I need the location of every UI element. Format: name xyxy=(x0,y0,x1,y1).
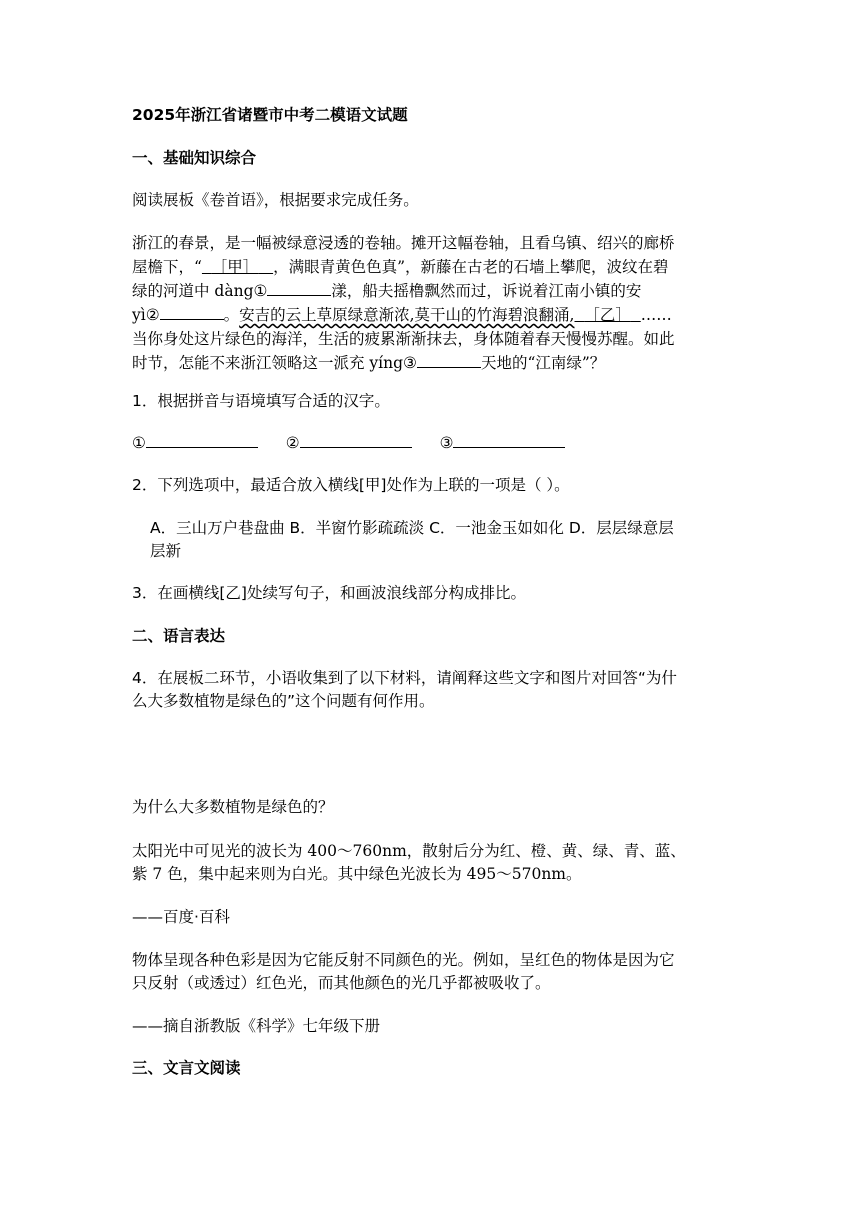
passage-text: 绿的河道中 dàng① xyxy=(132,282,268,300)
question-1: 1．根据拼音与语境填写合适的汉字。 xyxy=(132,392,390,410)
question-2-options-cont: 层新 xyxy=(150,542,182,560)
answer-mark-2: ② xyxy=(285,434,300,452)
passage-text: 。 xyxy=(223,306,240,324)
blank-2[interactable] xyxy=(160,305,224,320)
question-4-cont: 么大多数植物是绿色的”这个问题有何作用。 xyxy=(132,692,435,710)
passage-line: 当你身处这片绿色的海洋，生活的疲累渐渐抹去，身体随着春天慢慢苏醒。如此 xyxy=(132,330,675,348)
answer-blank-2[interactable] xyxy=(300,433,412,448)
wavy-underlined-sentence: 安吉的云上草原绿意渐浓,莫干山的竹海碧浪翻涌, xyxy=(239,306,575,324)
material-source-1: ——百度·百科 xyxy=(132,908,230,926)
passage-text: ，满眼青黄色色真”，新藤在古老的石墙上攀爬，波纹在碧 xyxy=(273,258,669,276)
passage-text: 漾，船夫摇橹飘然而过，诉说着江南小镇的安 xyxy=(331,282,642,300)
blank-3[interactable] xyxy=(417,353,481,368)
question-2: 2．下列选项中，最适合放入横线[甲]处作为上联的一项是（ ）。 xyxy=(132,476,570,494)
passage-text: 天地的“江南绿”？ xyxy=(480,354,606,372)
blank-1[interactable] xyxy=(267,281,331,296)
answer-mark-1: ① xyxy=(132,434,146,452)
reading-instruction: 阅读展板《卷首语》，根据要求完成任务。 xyxy=(132,191,419,209)
material-source-2: ——摘自浙教版《科学》七年级下册 xyxy=(132,1017,381,1035)
answer-blanks-row xyxy=(132,432,565,454)
answer-blank-3[interactable] xyxy=(453,433,565,448)
section-heading-2: 二、语言表达 xyxy=(132,627,226,645)
material-paragraph-2: 物体呈现各种色彩是因为它能反射不同颜色的光。例如，呈红色的物体是因为它 xyxy=(132,951,675,969)
section-heading-3: 三、文言文阅读 xyxy=(132,1059,241,1077)
answer-blank-1[interactable] xyxy=(146,433,258,448)
passage-line xyxy=(132,352,605,374)
answer-mark-3: ③ xyxy=(439,434,454,452)
blank-jia-label: ［甲］ xyxy=(211,258,259,276)
question-3: 3．在画横线[乙]处续写句子，和画波浪线部分构成排比。 xyxy=(132,584,526,602)
material-paragraph-1: 太阳光中可见光的波长为 400～760nm，散射后分为红、橙、黄、绿、青、蓝、 xyxy=(132,842,686,860)
blank-yi-label: ［乙］ xyxy=(584,306,631,324)
passage-text: 屋檐下，“ xyxy=(132,258,202,276)
passage-line xyxy=(132,256,669,278)
question-2-options: A．三山万户巷盘曲 B．半窗竹影疏疏淡 C．一池金玉如如化 D．层层绿意层 xyxy=(150,519,674,537)
blank-jia[interactable] xyxy=(202,258,273,276)
passage-line xyxy=(132,280,641,302)
question-4: 4．在展板二环节，小语收集到了以下材料，请阐释这些文字和图片对回答“为什 xyxy=(132,669,677,687)
material-paragraph-1-cont: 紫 7 色，集中起来则为白光。其中绿色光波长为 495～570nm。 xyxy=(132,865,582,883)
material-paragraph-2-cont: 只反射（或透过）红色光，而其他颜色的光几乎都被吸收了。 xyxy=(132,974,551,992)
material-heading: 为什么大多数植物是绿色的？ xyxy=(132,798,334,816)
passage-text: yì② xyxy=(132,306,160,324)
passage-line: 浙江的春景，是一幅被绿意浸透的卷轴。摊开这幅卷轴，且看乌镇、绍兴的廊桥 xyxy=(132,234,675,252)
passage-line xyxy=(132,304,672,326)
passage-text: 时节，怎能不来浙江领略这一派充 yíng③ xyxy=(132,354,417,372)
passage-text: …… xyxy=(640,306,672,324)
section-heading-1: 一、基础知识综合 xyxy=(132,149,257,167)
blank-yi[interactable] xyxy=(574,306,640,324)
page-title: 2025年浙江省诸暨市中考二模语文试题 xyxy=(132,106,408,124)
